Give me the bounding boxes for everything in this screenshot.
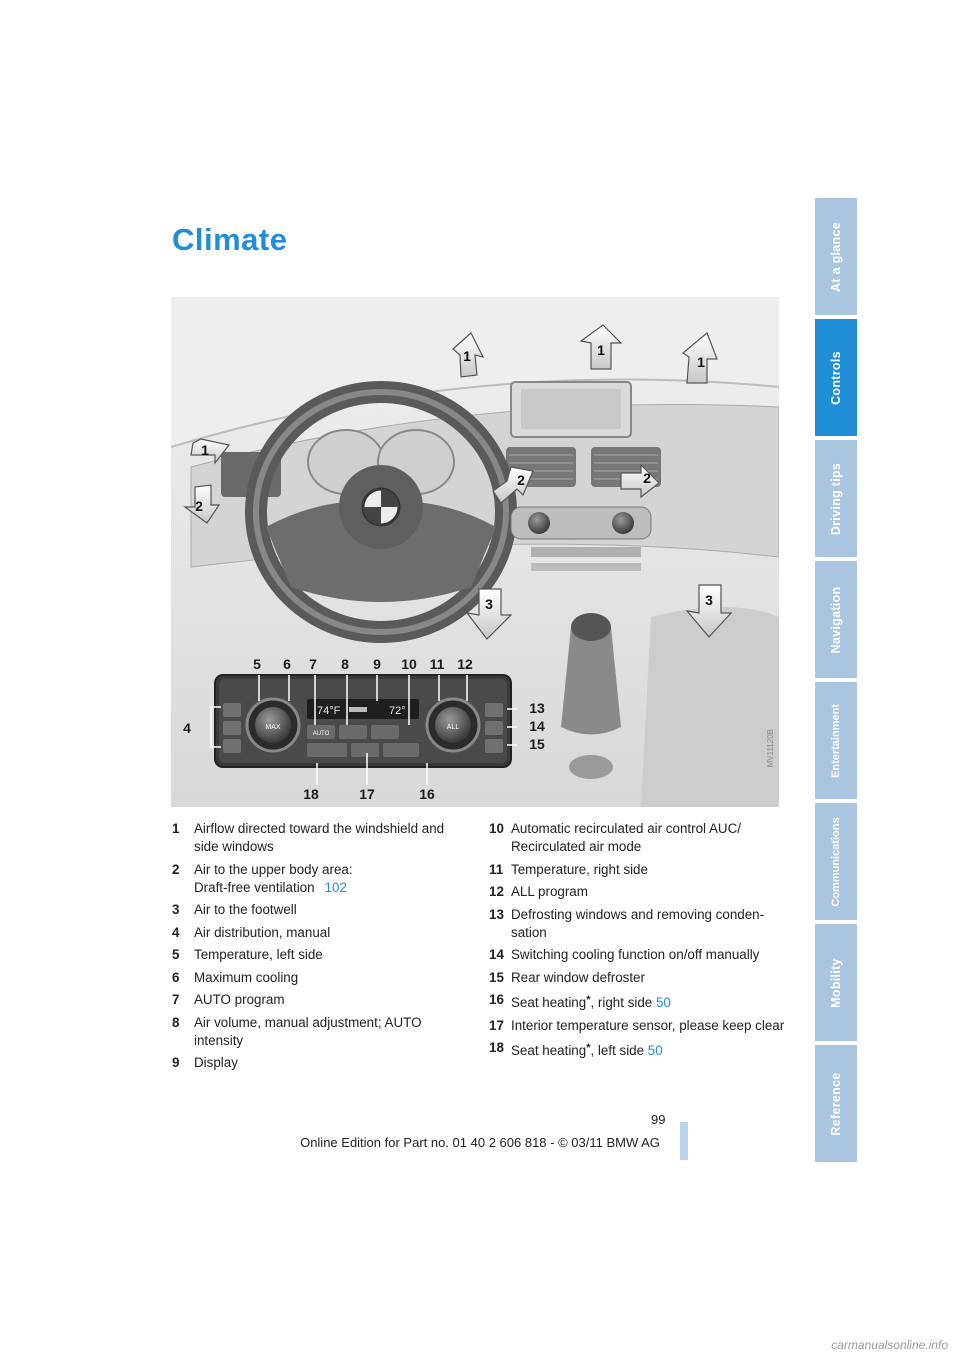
legend-text: Seat heating*, right side 50	[511, 994, 671, 1010]
tab-mobility[interactable]: Mobility	[815, 924, 857, 1041]
figure-code: MV11120B	[766, 728, 775, 767]
arrow-label: 3	[485, 596, 493, 612]
svg-text:72°: 72°	[389, 705, 406, 717]
legend-number: 2	[172, 861, 180, 877]
page-reference-link[interactable]: 50	[652, 995, 671, 1010]
legend-text: ALL program	[511, 884, 588, 899]
arrow-label: 2	[517, 472, 525, 488]
callout-11: 11	[429, 656, 445, 672]
svg-text:ALL: ALL	[446, 724, 460, 731]
tab-communications[interactable]: Communications	[815, 803, 857, 920]
legend-number: 14	[489, 947, 504, 962]
page-footer: Online Edition for Part no. 01 40 2 606 818 - © 03/11 BMW AG	[300, 1135, 660, 1150]
tab-controls[interactable]: Controls	[815, 319, 857, 436]
callout-14: 14	[529, 718, 545, 734]
legend-number: 13	[489, 906, 504, 922]
legend-text: Rear window defroster	[511, 969, 645, 985]
arrow-label: 3	[705, 592, 713, 608]
legend-left-column	[172, 820, 472, 1077]
legend-text: Interior temperature sensor, please keep clear	[511, 1017, 785, 1033]
legend-number: 6	[172, 969, 180, 985]
legend-item-18	[489, 1039, 789, 1060]
legend-number: 5	[172, 947, 180, 962]
legend-item-6	[172, 969, 472, 987]
climate-control-figure	[171, 297, 779, 807]
legend-item-10	[489, 820, 789, 856]
watermark: carmanualsonline.info	[831, 1338, 948, 1352]
legend-text: Display	[194, 1055, 238, 1070]
legend-number: 4	[172, 924, 180, 940]
legend-text: Air volume, manual adjustment; AUTO intensity	[194, 1014, 422, 1048]
callout-15: 15	[529, 736, 545, 752]
tab-entertainment[interactable]: Entertainment	[815, 682, 857, 799]
svg-text:74°F: 74°F	[317, 705, 341, 717]
svg-text:MAX: MAX	[265, 724, 281, 731]
legend-item-15	[489, 969, 789, 987]
legend-text: Temperature, left side	[194, 947, 323, 962]
legend-number: 3	[172, 902, 180, 917]
arrow-label: 1	[697, 354, 705, 370]
legend-text: Seat heating*, left side 50	[511, 1042, 663, 1058]
callout-18: 18	[303, 786, 319, 802]
legend-item-14	[489, 946, 789, 964]
callout-6: 6	[283, 656, 291, 672]
legend-text: Air distribution, manual	[194, 924, 331, 940]
legend-text: Air to the upper body area: Draft-free ventilation 102	[194, 861, 353, 895]
legend-item-7	[172, 991, 472, 1009]
legend-text: Maximum cooling	[194, 969, 299, 985]
tab-reference[interactable]: Reference	[815, 1045, 857, 1162]
arrow-label: 2	[195, 498, 203, 514]
tab-driving-tips[interactable]: Driving tips	[815, 440, 857, 557]
legend-item-3	[172, 901, 472, 919]
callout-4: 4	[183, 720, 191, 736]
tab-navigation[interactable]: Navigation	[815, 561, 857, 678]
option-star: *	[586, 1042, 591, 1054]
section-tabs	[815, 198, 857, 1166]
callout-5: 5	[253, 656, 261, 672]
legend-number: 11	[489, 861, 504, 877]
option-star: *	[586, 994, 591, 1006]
legend-right-column	[489, 820, 789, 1065]
arrow-label: 1	[463, 348, 471, 364]
legend-item-17	[489, 1017, 789, 1035]
legend-number: 17	[489, 1017, 504, 1033]
legend-number: 12	[489, 884, 504, 899]
page-title: Climate	[172, 222, 288, 257]
legend-text: Temperature, right side	[511, 861, 648, 877]
legend-item-13	[489, 906, 789, 942]
legend-text: Airflow directed toward the windshield and side windows	[194, 821, 445, 854]
arrow-label: 1	[201, 442, 209, 458]
legend-text: Automatic recirculated air control AUC/ Recirculated air mode	[511, 821, 741, 854]
legend-item-12	[489, 883, 789, 901]
callout-12: 12	[457, 656, 473, 672]
legend-number: 15	[489, 969, 504, 985]
legend-text: Air to the footwell	[194, 902, 297, 917]
legend-text: AUTO program	[194, 992, 285, 1007]
callout-7: 7	[309, 656, 317, 672]
legend-number: 18	[489, 1040, 504, 1055]
legend-number: 8	[172, 1014, 180, 1030]
tab-at-a-glance[interactable]: At a glance	[815, 198, 857, 315]
legend-item-11	[489, 861, 789, 879]
legend-number: 16	[489, 992, 504, 1007]
arrow-label: 2	[643, 470, 651, 486]
callout-9: 9	[373, 656, 381, 672]
page-reference-link[interactable]: 50	[644, 1043, 663, 1058]
callout-10: 10	[401, 656, 417, 672]
legend-number: 7	[172, 992, 180, 1007]
callout-16: 16	[419, 786, 435, 802]
callout-13: 13	[529, 700, 545, 716]
svg-text:AUTO: AUTO	[312, 731, 330, 737]
callout-17: 17	[359, 786, 375, 802]
legend-item-8	[172, 1014, 472, 1050]
legend-item-9	[172, 1054, 472, 1072]
legend-item-5	[172, 946, 472, 964]
arrow-label: 1	[597, 342, 605, 358]
legend-number: 9	[172, 1055, 180, 1070]
legend-text: Switching cooling function on/off manually	[511, 947, 760, 962]
legend-text: Defrosting windows and removing conden-sation	[511, 906, 765, 940]
legend-item-2	[172, 861, 472, 897]
legend-number: 1	[172, 821, 180, 836]
page-number: 99	[651, 1112, 666, 1127]
legend-item-16	[489, 991, 789, 1012]
legend-item-4	[172, 924, 472, 942]
legend-item-1	[172, 820, 472, 856]
page-reference-link[interactable]: 102	[324, 879, 347, 895]
legend-number: 10	[489, 821, 504, 836]
callout-8: 8	[341, 656, 349, 672]
dashboard-illustration	[171, 297, 779, 807]
